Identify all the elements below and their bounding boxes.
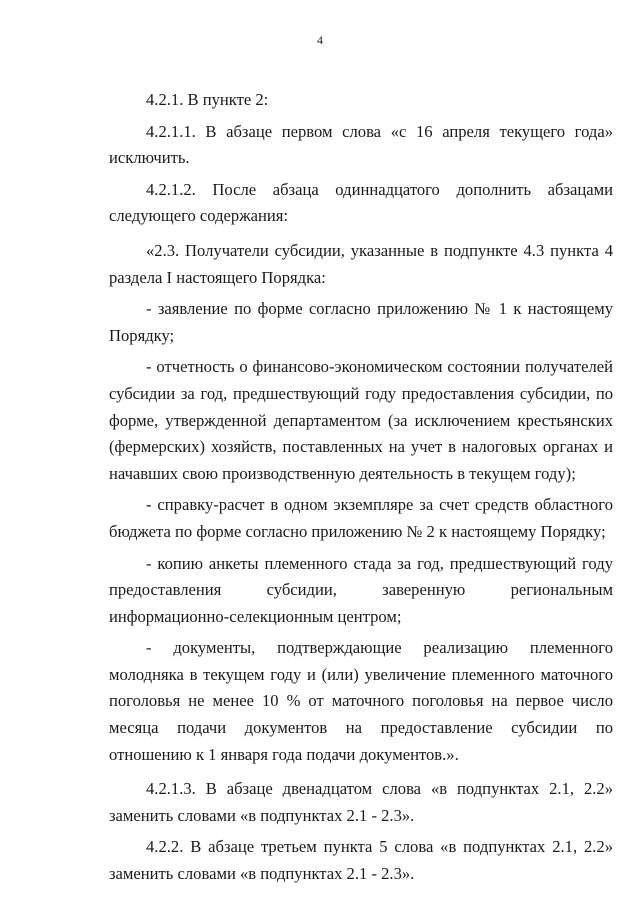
list-item-calculation-certificate: - справку-расчет в одном экземпляре за счет средств областного бюджета по форме согласно приложению № 2 к настоящему Порядку;: [109, 495, 613, 541]
list-item-herd-survey-copy: - копию анкеты племенного стада за год, предшествующий году предоставления субсидии, заверенную региональным информационно-селекционным центром;: [109, 553, 613, 626]
page-number: 4: [317, 33, 323, 47]
document-body: [109, 87, 613, 888]
list-item-financial-report: - отчетность о финансово-экономическом состоянии получателей субсидии за год, предшествующий году предоставления субсидии, по форме, утвержденной департаментом (за исключением крестьянских (фермерских) хозяйств, поставленных на учет в налоговых органах и начавших свою производственную деятельность в текущем году);: [109, 357, 613, 483]
list-item-sales-documents: - документы, подтверждающие реализацию племенного молодняка в текущем году и (или) увеличение племенного маточного поголовья не менее 10 % от маточного поголовья на первое число месяца подачи документов на предоставление субсидии по отношению к 1 января года подачи документов.».: [109, 638, 613, 764]
paragraph-4-2-1: 4.2.1. В пункте 2:: [146, 90, 269, 109]
paragraph-4-2-1-2: 4.2.1.2. После абзаца одиннадцатого дополнить абзацами следующего содержания:: [109, 179, 613, 226]
paragraph-4-2-1-1: 4.2.1.1. В абзаце первом слова «с 16 апреля текущего года» исключить.: [109, 121, 613, 168]
list-item-statement: - заявление по форме согласно приложению № 1 к настоящему Порядку;: [109, 299, 613, 345]
paragraph-4-2-2: 4.2.2. В абзаце третьем пункта 5 слова «в подпунктах 2.1, 2.2» заменить словами «в подпунктах 2.1 - 2.3».: [109, 837, 613, 884]
paragraph-2-3: «2.3. Получатели субсидии, указанные в подпункте 4.3 пункта 4 раздела I настоящего Порядка:: [109, 240, 613, 287]
paragraph-4-2-1-3: 4.2.1.3. В абзаце двенадцатом слова «в подпунктах 2.1, 2.2» заменить словами «в подпунктах 2.1 - 2.3».: [109, 779, 613, 825]
